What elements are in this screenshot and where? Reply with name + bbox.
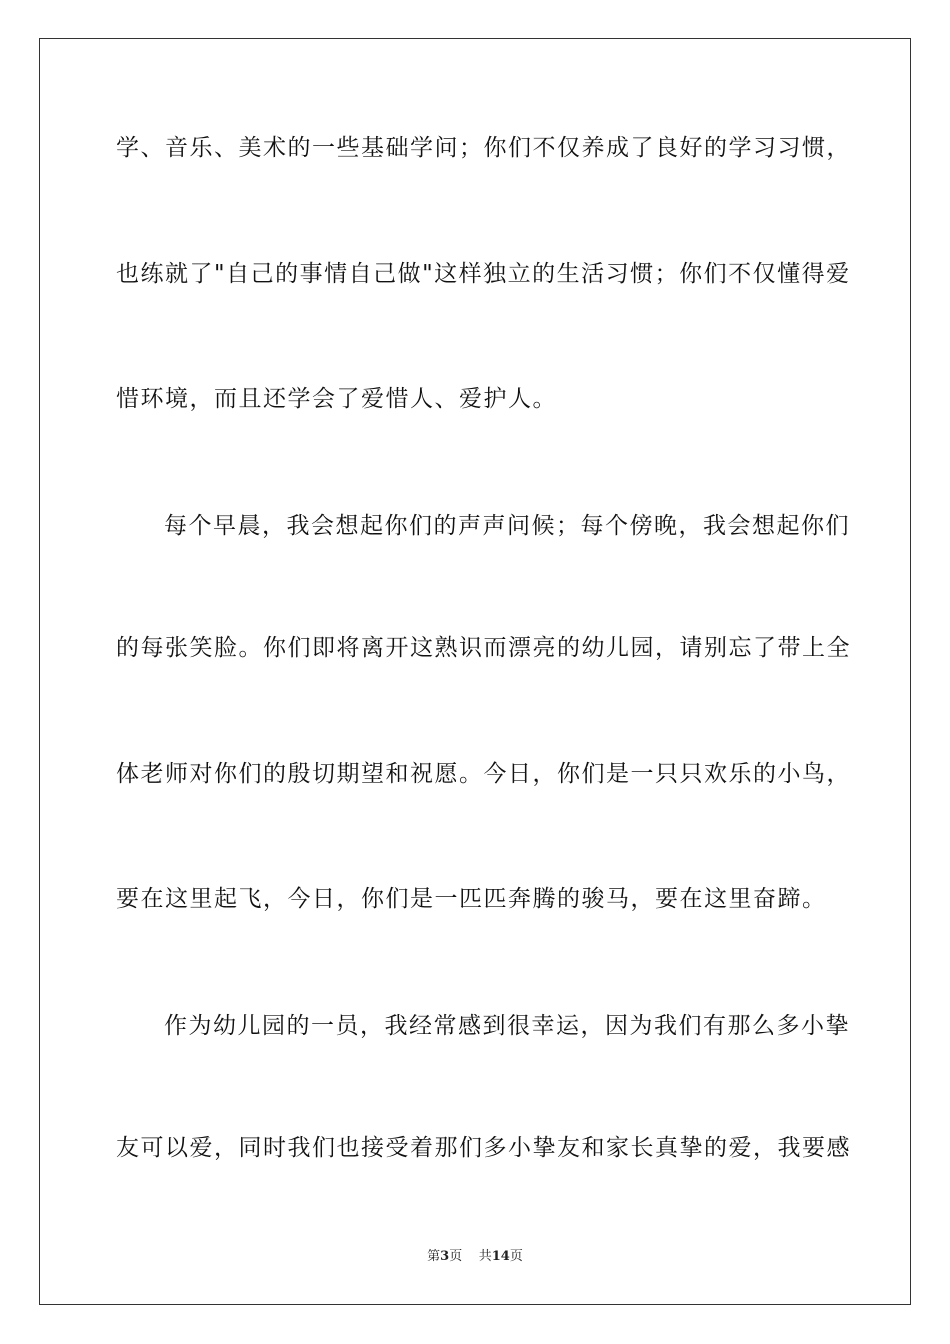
page-number-suffix: 页 — [449, 1249, 463, 1264]
paragraph-start-line: 作为幼儿园的一员，我经常感到很幸运，因为我们有那么多小挚 — [164, 1013, 850, 1039]
page-number-prefix: 第 — [427, 1249, 441, 1264]
total-pages: 14 — [491, 1249, 510, 1264]
text-line: 体老师对你们的殷切期望和祝愿。今日，你们是一只只欢乐的小鸟， — [116, 761, 851, 787]
text-line: 要在这里起飞，今日，你们是一匹匹奔腾的骏马，要在这里奋蹄。 — [116, 886, 827, 912]
text-line: 惜环境，而且还学会了爱惜人、爱护人。 — [116, 386, 557, 412]
total-pages-prefix: 共 — [478, 1249, 492, 1264]
text-line: 学、音乐、美术的一些基础学问；你们不仅养成了良好的学习习惯， — [116, 135, 851, 161]
paragraph-start-line: 每个早晨，我会想起你们的声声问候；每个傍晚，我会想起你们 — [164, 513, 850, 539]
text-line: 友可以爱，同时我们也接受着那们多小挚友和家长真挚的爱，我要感 — [116, 1135, 851, 1161]
total-pages-suffix: 页 — [509, 1249, 523, 1264]
page-number: 3 — [440, 1249, 450, 1264]
page-border — [39, 38, 911, 1305]
text-line: 也练就了"自己的事情自己做"这样独立的生活习惯；你们不仅懂得爱 — [116, 261, 851, 287]
page-footer — [0, 1248, 950, 1266]
text-line: 的每张笑脸。你们即将离开这熟识而漂亮的幼儿园，请别忘了带上全 — [116, 635, 851, 661]
